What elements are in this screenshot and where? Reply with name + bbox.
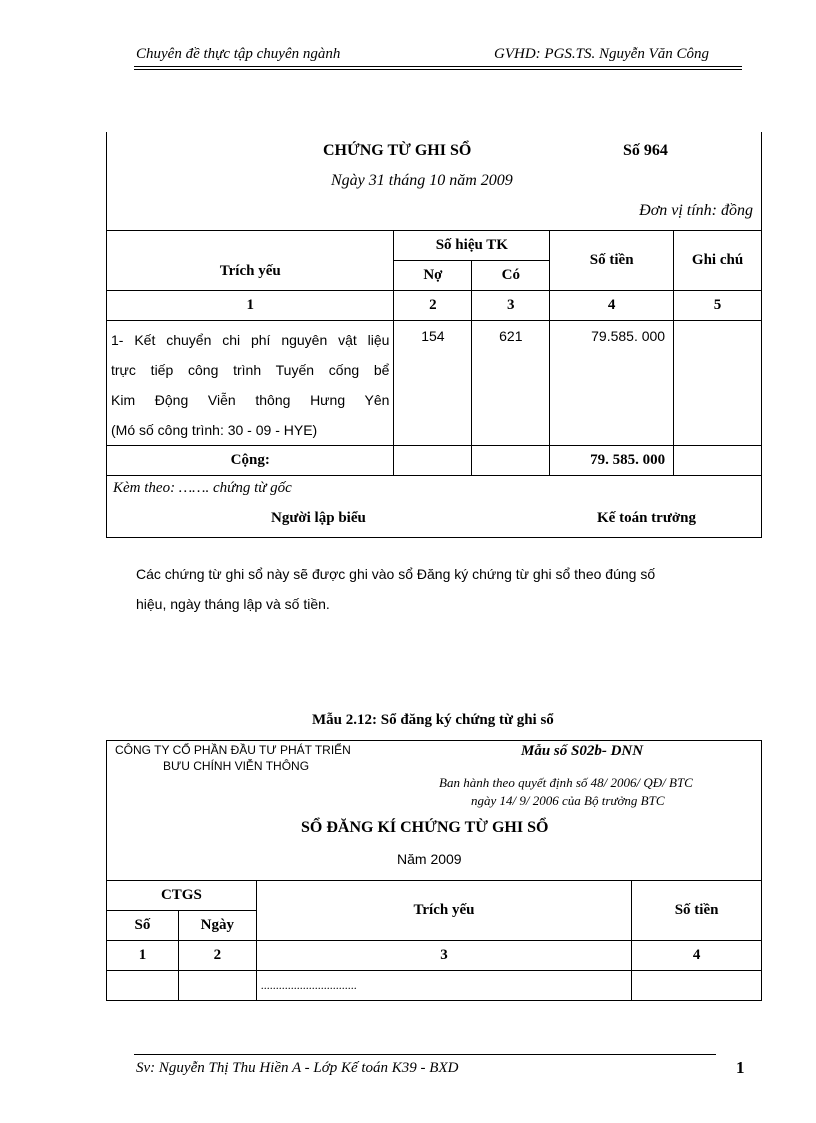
reg-col-so-tien: Số tiền xyxy=(632,881,762,941)
table-row xyxy=(107,320,762,445)
reg-cell-amount xyxy=(632,971,762,1001)
col-so-tien: Số tiền xyxy=(550,230,674,290)
reg-col-trich-yeu: Trích yếu xyxy=(256,881,631,941)
reg-col-so: Số xyxy=(107,911,179,941)
header-rule-2 xyxy=(134,69,742,70)
form-caption: Mẫu 2.12: Sổ đăng ký chứng từ ghi sổ xyxy=(312,712,554,728)
table-row xyxy=(107,971,762,1001)
paragraph-line-1: Các chứng từ ghi sổ này sẽ được ghi vào sổ Đăng ký chứng từ ghi sổ theo đúng số xyxy=(136,566,656,582)
idx-3: 3 xyxy=(472,290,550,320)
decree-line-1: Ban hành theo quyết định số 48/ 2006/ QĐ/ BTC xyxy=(439,775,693,790)
register-table xyxy=(106,740,762,1001)
desc-line: 1- Kết chuyển chi phí nguyên vật liệu xyxy=(111,331,390,348)
col-ctgs: CTGS xyxy=(107,881,257,911)
company-line-1: CÔNG TY CỔ PHẦN ĐẦU TƯ PHÁT TRIỂN xyxy=(115,743,351,757)
register-year: Năm 2009 xyxy=(397,851,462,867)
header-rule xyxy=(134,66,742,67)
idx-2: 2 xyxy=(394,290,472,320)
voucher-table xyxy=(106,132,762,538)
desc-line: trực tiếp công trình Tuyến cống bể xyxy=(111,361,390,378)
idx-1: 1 xyxy=(107,290,394,320)
sign-right: Kế toán trưởng xyxy=(597,509,696,526)
reg-cell-dots: ................................ xyxy=(256,971,631,1001)
form-number: Mẫu số S02b- DNN xyxy=(521,743,644,759)
reg-idx-2: 2 xyxy=(178,941,256,971)
header-right: GVHD: PGS.TS. Nguyễn Văn Công xyxy=(494,46,709,62)
voucher-date: Ngày 31 tháng 10 năm 2009 xyxy=(331,172,513,189)
total-note xyxy=(674,445,762,475)
row-amount: 79.585. 000 xyxy=(550,320,674,445)
idx-4: 4 xyxy=(550,290,674,320)
reg-idx-4: 4 xyxy=(632,941,762,971)
reg-idx-1: 1 xyxy=(107,941,179,971)
register-title: SỔ ĐĂNG KÍ CHỨNG TỪ GHI SỔ xyxy=(301,819,549,836)
reg-cell-so xyxy=(107,971,179,1001)
header-left: Chuyên đề thực tập chuyên ngành xyxy=(136,46,341,62)
voucher-unit: Đơn vị tính: đồng xyxy=(639,202,753,219)
row-note xyxy=(674,320,762,445)
col-ghi-chu: Ghi chú xyxy=(674,230,762,290)
col-so-hieu-tk: Số hiệu TK xyxy=(394,230,550,260)
row-description xyxy=(107,320,394,445)
total-amount: 79. 585. 000 xyxy=(550,445,674,475)
total-co xyxy=(472,445,550,475)
reg-idx-3: 3 xyxy=(256,941,631,971)
company-line-2: BƯU CHÍNH VIỄN THÔNG xyxy=(163,759,310,773)
footer-student: Sv: Nguyễn Thị Thu Hiền A - Lớp Kế toán K39 - BXD xyxy=(136,1060,459,1076)
footer-rule xyxy=(134,1054,716,1055)
col-co: Có xyxy=(472,260,550,290)
total-no xyxy=(394,445,472,475)
idx-5: 5 xyxy=(674,290,762,320)
row-co: 621 xyxy=(472,320,550,445)
total-label: Cộng: xyxy=(107,445,394,475)
voucher-title: CHỨNG TỪ GHI SỔ xyxy=(323,142,472,159)
voucher-number: Số 964 xyxy=(623,142,668,159)
reg-col-ngay: Ngày xyxy=(178,911,256,941)
col-trich-yeu: Trích yếu xyxy=(107,230,394,290)
decree-line-2: ngày 14/ 9/ 2006 của Bộ trưởng BTC xyxy=(471,793,665,808)
row-no: 154 xyxy=(394,320,472,445)
reg-cell-ngay xyxy=(178,971,256,1001)
sign-left: Người lập biểu xyxy=(271,509,366,526)
paragraph-line-2: hiệu, ngày tháng lập và số tiền. xyxy=(136,596,330,612)
desc-line: (Mó số công trình: 30 - 09 - HYE) xyxy=(111,421,318,438)
page-number: 1 xyxy=(736,1058,745,1077)
attach-note: Kèm theo: ……. chứng từ gốc xyxy=(113,479,292,496)
desc-line: Kim Động Viễn thông Hưng Yên xyxy=(111,391,390,408)
col-no: Nợ xyxy=(394,260,472,290)
